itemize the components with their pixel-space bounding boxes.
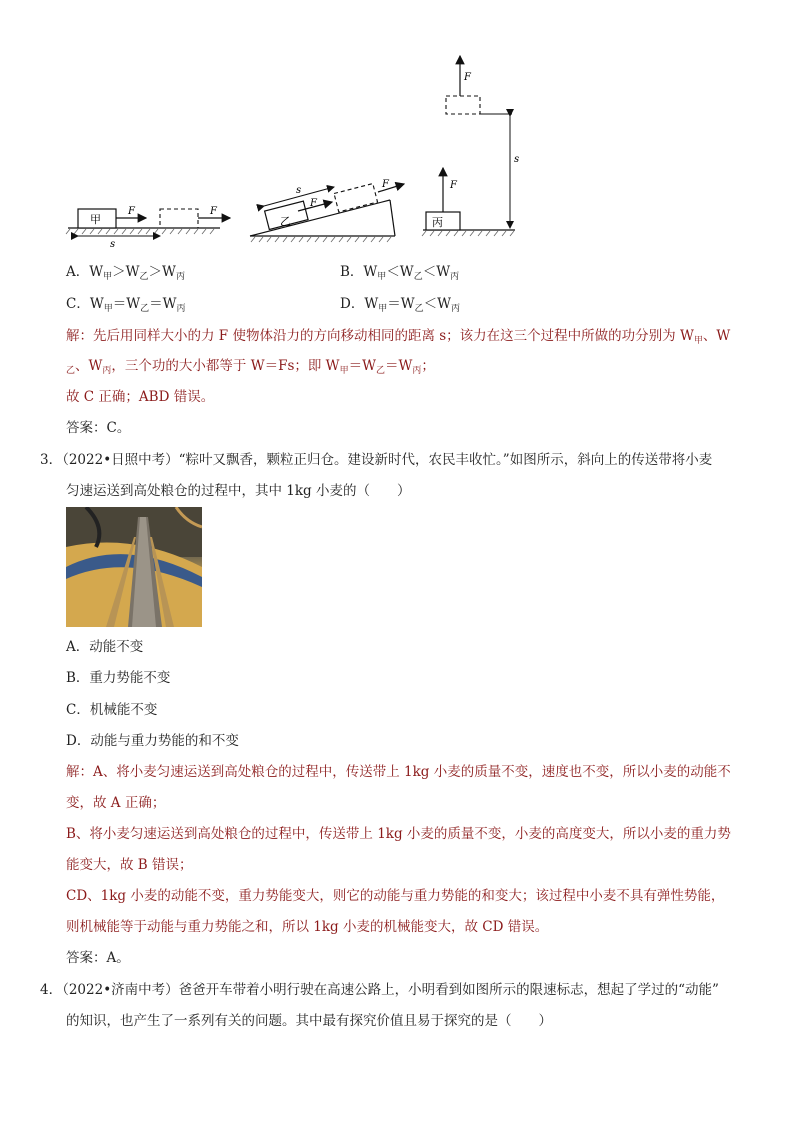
diagram-incline: [250, 179, 404, 242]
force-label: F: [128, 206, 135, 217]
q3-option-c[interactable]: C．机械能不变: [66, 702, 158, 718]
sub: 乙: [140, 304, 150, 314]
q3-stem-line1: 3．（2022•日照中考）“粽叶又飘香，颗粒正归仓。建设新时代，农民丰收忙。”如图所示，斜向上的传送带将小麦: [40, 452, 713, 468]
q3-solution-line4: 能变大，故 B 错误；: [66, 857, 193, 873]
text: 、W: [75, 358, 103, 374]
q3-option-a[interactable]: A．动能不变: [66, 639, 144, 655]
q3-stem-line2: 匀速运送到高处粮仓的过程中，其中 1kg 小麦的（ ）: [66, 483, 411, 499]
conveyor-photo: [66, 507, 202, 627]
op: ＜W: [422, 264, 451, 280]
q3-solution-line3: B、将小麦匀速运送到高处粮仓的过程中，传送带上 1kg 小麦的质量不变，小麦的高度变大，所以小麦的重力势: [66, 826, 731, 842]
sub: 甲: [377, 272, 387, 282]
force-label: F: [210, 206, 217, 217]
sub: 丙: [102, 366, 112, 376]
q3-option-d[interactable]: D．动能与重力势能的和不变: [66, 733, 239, 749]
q2-solution-line1: [66, 326, 730, 351]
force-label: F: [310, 198, 317, 209]
op: ＝W: [112, 296, 141, 312]
q3-solution-line2: 变，故 A 正确；: [66, 795, 166, 811]
sub: 乙: [414, 304, 424, 314]
sub: 乙: [413, 272, 423, 282]
q2-solution-line2: [66, 356, 435, 381]
sub: 乙: [375, 366, 385, 376]
q4-stem-line1: 4．（2022•济南中考）爸爸开车带着小明行驶在高速公路上，小明看到如图所示的限速标志，想起了学过的“动能”: [40, 982, 719, 998]
block-bing-label: 丙: [432, 216, 443, 229]
block-yi-label: 乙: [280, 215, 291, 228]
option-c[interactable]: [66, 294, 186, 319]
option-b-text: B．W: [340, 264, 378, 280]
q3-option-b[interactable]: B．重力势能不变: [66, 670, 171, 686]
diagram-vertical: [422, 56, 519, 236]
q3-solution-line6: 则机械能等于动能与重力势能之和，所以 1kg 小麦的机械能变大，故 CD 错误。: [66, 919, 549, 935]
q4-stem-line2: 的知识，也产生了一系列有关的问题。其中最有探究价值且易于探究的是（ ）: [66, 1013, 552, 1029]
option-c-text: C．W: [66, 296, 104, 312]
force-label: F: [464, 72, 471, 83]
force-label: F: [382, 179, 389, 190]
block-jia-label: 甲: [90, 213, 101, 226]
op: ＜W: [423, 296, 452, 312]
distance-label: s: [110, 239, 116, 250]
op: ＝W: [348, 358, 376, 374]
diagram-horizontal: [66, 206, 230, 250]
text: 、W: [702, 328, 731, 344]
block-bing-moved: [446, 96, 480, 114]
sub: 丙: [451, 304, 461, 314]
q3-solution-line5: CD、1kg 小麦的动能不变，重力势能变大，则它的动能与重力势能的和变大；该过程中小麦不具有弹性势能，: [66, 888, 725, 904]
op: ＝W: [384, 358, 413, 374]
op: ＞W: [112, 264, 140, 280]
sub: 甲: [103, 304, 113, 314]
text: ；: [421, 358, 435, 374]
q3-answer: 答案：A。: [66, 950, 130, 966]
text: 解：先后用同样大小的力 F 使物体沿力的方向移动相同的距离 s；该力在这三个过程中所做的功分别为 W: [66, 328, 694, 344]
sub: 甲: [339, 366, 349, 376]
op: ＝W: [387, 296, 415, 312]
distance-label: s: [514, 154, 520, 165]
op: ＞W: [148, 264, 176, 280]
op: ＜W: [386, 264, 414, 280]
block-yi-moved: [334, 184, 377, 212]
option-b[interactable]: [340, 262, 459, 287]
sub: 甲: [103, 272, 113, 282]
sub: 乙: [139, 272, 149, 282]
q3-solution-line1: 解：A、将小麦匀速运送到高处粮仓的过程中，传送带上 1kg 小麦的质量不变，速度也不变，所以小麦的动能不: [66, 764, 731, 780]
q2-answer: 答案：C。: [66, 420, 131, 436]
sub: 丙: [176, 304, 186, 314]
op: ＝W: [149, 296, 177, 312]
option-a-text: A．W: [66, 264, 104, 280]
sub: 甲: [693, 336, 703, 346]
option-d[interactable]: [340, 294, 460, 319]
distance-label: s: [296, 185, 302, 196]
force-label: F: [450, 180, 457, 191]
option-a[interactable]: [66, 262, 185, 287]
sub: 丙: [175, 272, 185, 282]
q2-solution-line3: 故 C 正确；ABD 错误。: [66, 389, 215, 405]
text: ，三个功的大小都等于 W＝Fs；即 W: [111, 358, 340, 374]
block-jia-moved: [160, 209, 198, 228]
sub: 丙: [412, 366, 422, 376]
sub: 甲: [378, 304, 388, 314]
sub: 乙: [66, 366, 76, 376]
work-diagram-figure: [60, 50, 530, 250]
option-d-text: D．W: [340, 296, 379, 312]
sub: 丙: [450, 272, 460, 282]
conveyor-photo-art: [66, 507, 202, 627]
